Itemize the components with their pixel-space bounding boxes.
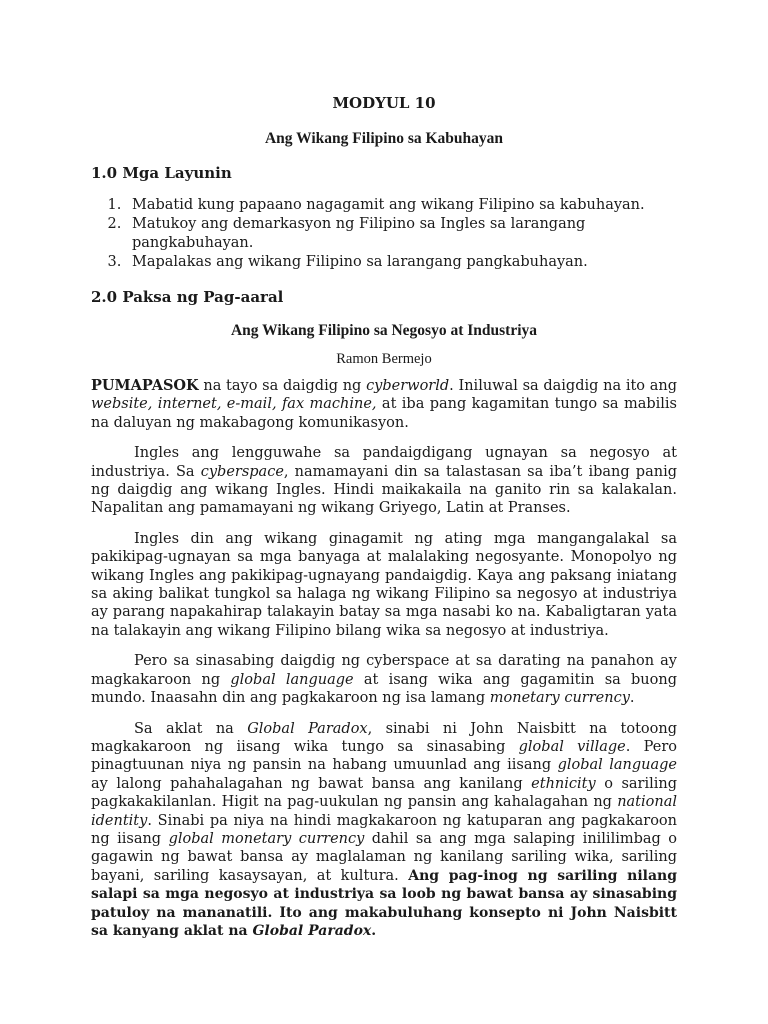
objective-item: 3. Mapalakas ang wikang Filipino sa larangang pangkabuhayan. bbox=[126, 253, 677, 272]
paragraph-4: Pero sa sinasabing daigdig ng cyberspace at sa darating na panahon ay magkakaroon ng global language at isang wika ang gagamitin sa buong mundo. Inaasahn din ang pagkakaroon ng isa lamang monetary currency. bbox=[91, 653, 677, 707]
emphasis-text: Ang pag-inog ng sariling nilang salapi sa mga negosyo at industriya sa loob ng bawat bansa ay sinasabing patuloy na mananatili. Ito ang makabuluhang konsepto ni John Naisbitt sa kanyang aklat na bbox=[91, 867, 678, 939]
document-page bbox=[91, 86, 677, 940]
paragraph-1: PUMAPASOK na tayo sa daigdig ng cyberworld. Iniluwal sa daigdig na ito ang website, internet, e-mail, fax machine, at iba pang kagamitan tungo sa mabilis na daluyan ng makabagong komunikasyon. bbox=[91, 377, 677, 431]
module-number: MODYUL 10 bbox=[332, 94, 436, 112]
objectives-list bbox=[91, 196, 677, 272]
lead-word: PUMAPASOK bbox=[91, 377, 199, 394]
paragraph-2: Ingles ang lengguwahe sa pandaigdigang ugnayan sa negosyo at industriya. Sa cyberspace, namamayani din sa talastasan sa iba’t ibang panig ng daigdig ang wikang Ingles. Hindi maikakaila na ganito rin sa kalakalan. Napalitan ang pamamayani ng wikang Griyego, Latin at Pranses. bbox=[91, 445, 677, 517]
module-title: Ang Wikang Filipino sa Kabuhayan bbox=[264, 130, 504, 147]
article-title: Ang Wikang Filipino sa Negosyo at Industriya bbox=[230, 322, 538, 339]
paragraph-5: Sa aklat na Global Paradox, sinabi ni John Naisbitt na totoong magkakaroon ng iisang wika tungo sa sinasabing global village. Pero pinagtuunan niya ng pansin na habang umuunlad ang iisang global language ay lalong pahahalagahan ng bawat bansa ang kanilang ethnicity o sariling pagkakakilanlan. Higit na pag-uukulan ng pansin ang kahalagahan ng national identity. Sinabi pa niya na hindi magkakaroon ng katuparan ang pagkakaroon ng iisang global monetary currency dahil sa ang mga salaping inililimbag o gagawin ng bawat bansa ay maglalaman ng kanilang sariling wika, sariling bayani, sariling kasaysayan, at kultura. Ang pag-inog ng sariling nilang salapi sa mga negosyo at industriya sa loob ng bawat bansa ay sinasabing patuloy na mananatili. Ito ang makabuluhang konsepto ni John Naisbitt sa kanyang aklat na Global Paradox. bbox=[91, 720, 678, 939]
paragraph-3: Ingles din ang wikang ginagamit ng ating mga mangangalakal sa pakikipag-ugnayan sa mga banyaga at malalaking negosyante. Monopolyo ng wikang Ingles ang pakikipag-ugnayang pandaigdig. Kaya ang paksang iniatang sa aking balikat tungkol sa halaga ng wikang Filipino sa negosyo at industriya ay parang napakahirap talakayin batay sa mga nasabi ko na. Kabaligtaran yata na talakayin ang wikang Filipino bilang wika sa negosyo at industriya. bbox=[91, 530, 677, 639]
objective-item: 1. Mabatid kung papaano nagagamit ang wikang Filipino sa kabuhayan. bbox=[126, 196, 677, 215]
topic-heading: 2.0 Paksa ng Pag-aaral bbox=[91, 288, 284, 306]
article-author: Ramon Bermejo bbox=[336, 351, 432, 367]
objectives-heading: 1.0 Mga Layunin bbox=[91, 164, 232, 182]
objective-item: 2. Matukoy ang demarkasyon ng Filipino sa Ingles sa larangang pangkabuhayan. bbox=[126, 215, 677, 253]
